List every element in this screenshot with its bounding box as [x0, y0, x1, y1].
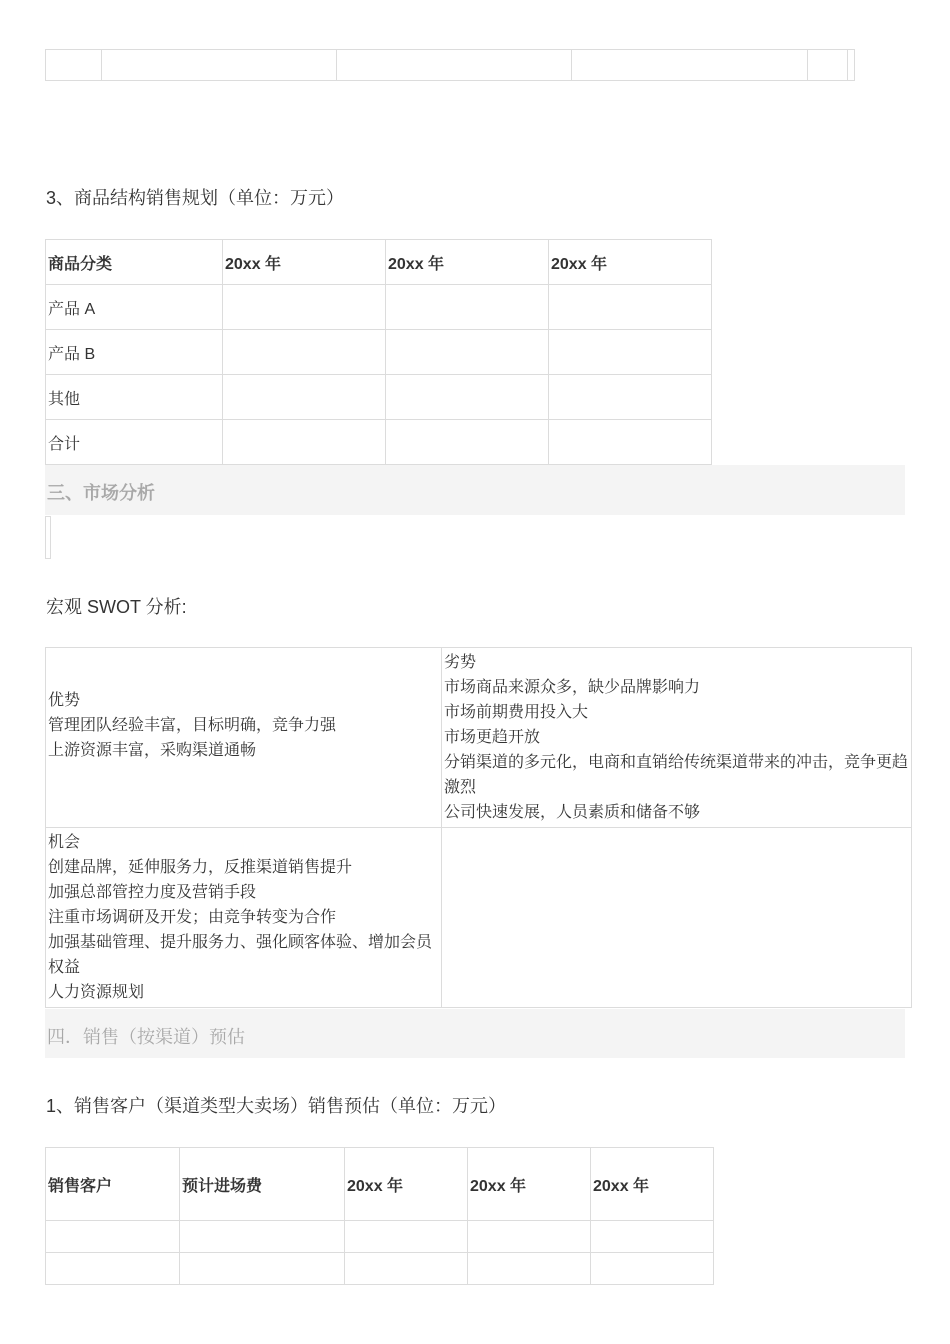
list-item: 注重市场调研及开发；由竞争转变为合作 — [48, 909, 337, 926]
table-cell — [549, 420, 712, 465]
table-cell — [180, 1253, 345, 1285]
table-cell — [848, 50, 855, 81]
table-cell — [102, 50, 337, 81]
table-row — [46, 375, 712, 420]
table-header-row — [46, 240, 712, 285]
sales-section-title: 四．销售（按渠道）预估 — [47, 1027, 245, 1047]
table-cell — [46, 50, 102, 81]
list-item: 分销渠道的多元化，电商和直销给传统渠道带来的冲击，竞争更趋激烈 — [444, 754, 909, 796]
product-structure-table — [45, 239, 712, 465]
table-row — [46, 1221, 714, 1253]
table-cell — [386, 285, 549, 330]
market-section-title: 三、市场分析 — [47, 483, 155, 503]
sales-section-band — [45, 1009, 905, 1058]
table-cell — [337, 50, 572, 81]
list-item: 加强总部管控力度及营销手段 — [48, 884, 257, 901]
list-item: 市场商品来源众多，缺少品牌影响力 — [444, 679, 701, 696]
column-header: 20xx 年 — [223, 240, 386, 285]
column-header: 商品分类 — [46, 240, 223, 285]
strengths-title: 优势 — [48, 691, 81, 709]
table-cell — [386, 420, 549, 465]
table-row — [46, 1253, 714, 1285]
table-cell — [223, 330, 386, 375]
column-header: 20xx 年 — [591, 1148, 714, 1221]
sales-heading: 1、销售客户（渠道类型大卖场）销售预估（单位：万元） — [46, 1096, 507, 1116]
weaknesses-title: 劣势 — [444, 654, 477, 671]
table-cell — [223, 420, 386, 465]
table-cell — [180, 1221, 345, 1253]
table-cell — [549, 375, 712, 420]
table-cell — [591, 1221, 714, 1253]
market-section-band — [45, 465, 905, 515]
column-header: 预计进场费 — [180, 1148, 345, 1221]
table-cell — [549, 285, 712, 330]
opportunities-cell — [46, 828, 442, 1008]
table-cell — [345, 1253, 468, 1285]
table-cell — [46, 1221, 180, 1253]
table-cell — [808, 50, 848, 81]
sales-forecast-table — [45, 1147, 714, 1285]
table-cell — [386, 375, 549, 420]
table-cell — [345, 1221, 468, 1253]
list-item: 加强基础管理、提升服务力、强化顾客体验、增加会员权益 — [48, 934, 433, 976]
table-cell — [591, 1253, 714, 1285]
top-table — [45, 49, 855, 81]
list-item: 人力资源规划 — [48, 984, 145, 1001]
column-header: 20xx 年 — [549, 240, 712, 285]
column-header: 20xx 年 — [345, 1148, 468, 1221]
section3-heading: 3、商品结构销售规划（单位：万元） — [46, 188, 345, 208]
table-cell: 其他 — [46, 375, 223, 420]
table-cell — [572, 50, 808, 81]
list-item: 公司快速发展，人员素质和储备不够 — [444, 804, 701, 821]
table-cell — [223, 375, 386, 420]
table-cell: 合计 — [46, 420, 223, 465]
list-item: 管理团队经验丰富，目标明确，竞争力强 — [48, 716, 337, 734]
list-item: 上游资源丰富，采购渠道通畅 — [48, 741, 257, 759]
empty-box — [45, 516, 51, 559]
column-header: 20xx 年 — [386, 240, 549, 285]
column-header: 20xx 年 — [468, 1148, 591, 1221]
table-row — [46, 330, 712, 375]
table-cell — [468, 1221, 591, 1253]
weaknesses-cell — [442, 648, 912, 828]
table-cell — [549, 330, 712, 375]
list-item: 市场前期费用投入大 — [444, 704, 589, 721]
table-cell — [386, 330, 549, 375]
table-row — [46, 285, 712, 330]
table-cell — [46, 1253, 180, 1285]
table-cell — [223, 285, 386, 330]
swot-heading: 宏观 SWOT 分析: — [46, 597, 187, 617]
table-cell — [468, 1253, 591, 1285]
column-header: 销售客户 — [46, 1148, 180, 1221]
swot-table — [45, 647, 912, 1008]
threats-cell — [442, 828, 912, 1008]
strengths-cell — [46, 648, 442, 828]
list-item: 市场更趋开放 — [444, 729, 541, 746]
table-row — [46, 420, 712, 465]
table-header-row — [46, 1148, 714, 1221]
list-item: 创建品牌，延伸服务力，反推渠道销售提升 — [48, 859, 353, 876]
opportunities-title: 机会 — [48, 834, 81, 851]
table-cell: 产品 A — [46, 285, 223, 330]
table-cell: 产品 B — [46, 330, 223, 375]
